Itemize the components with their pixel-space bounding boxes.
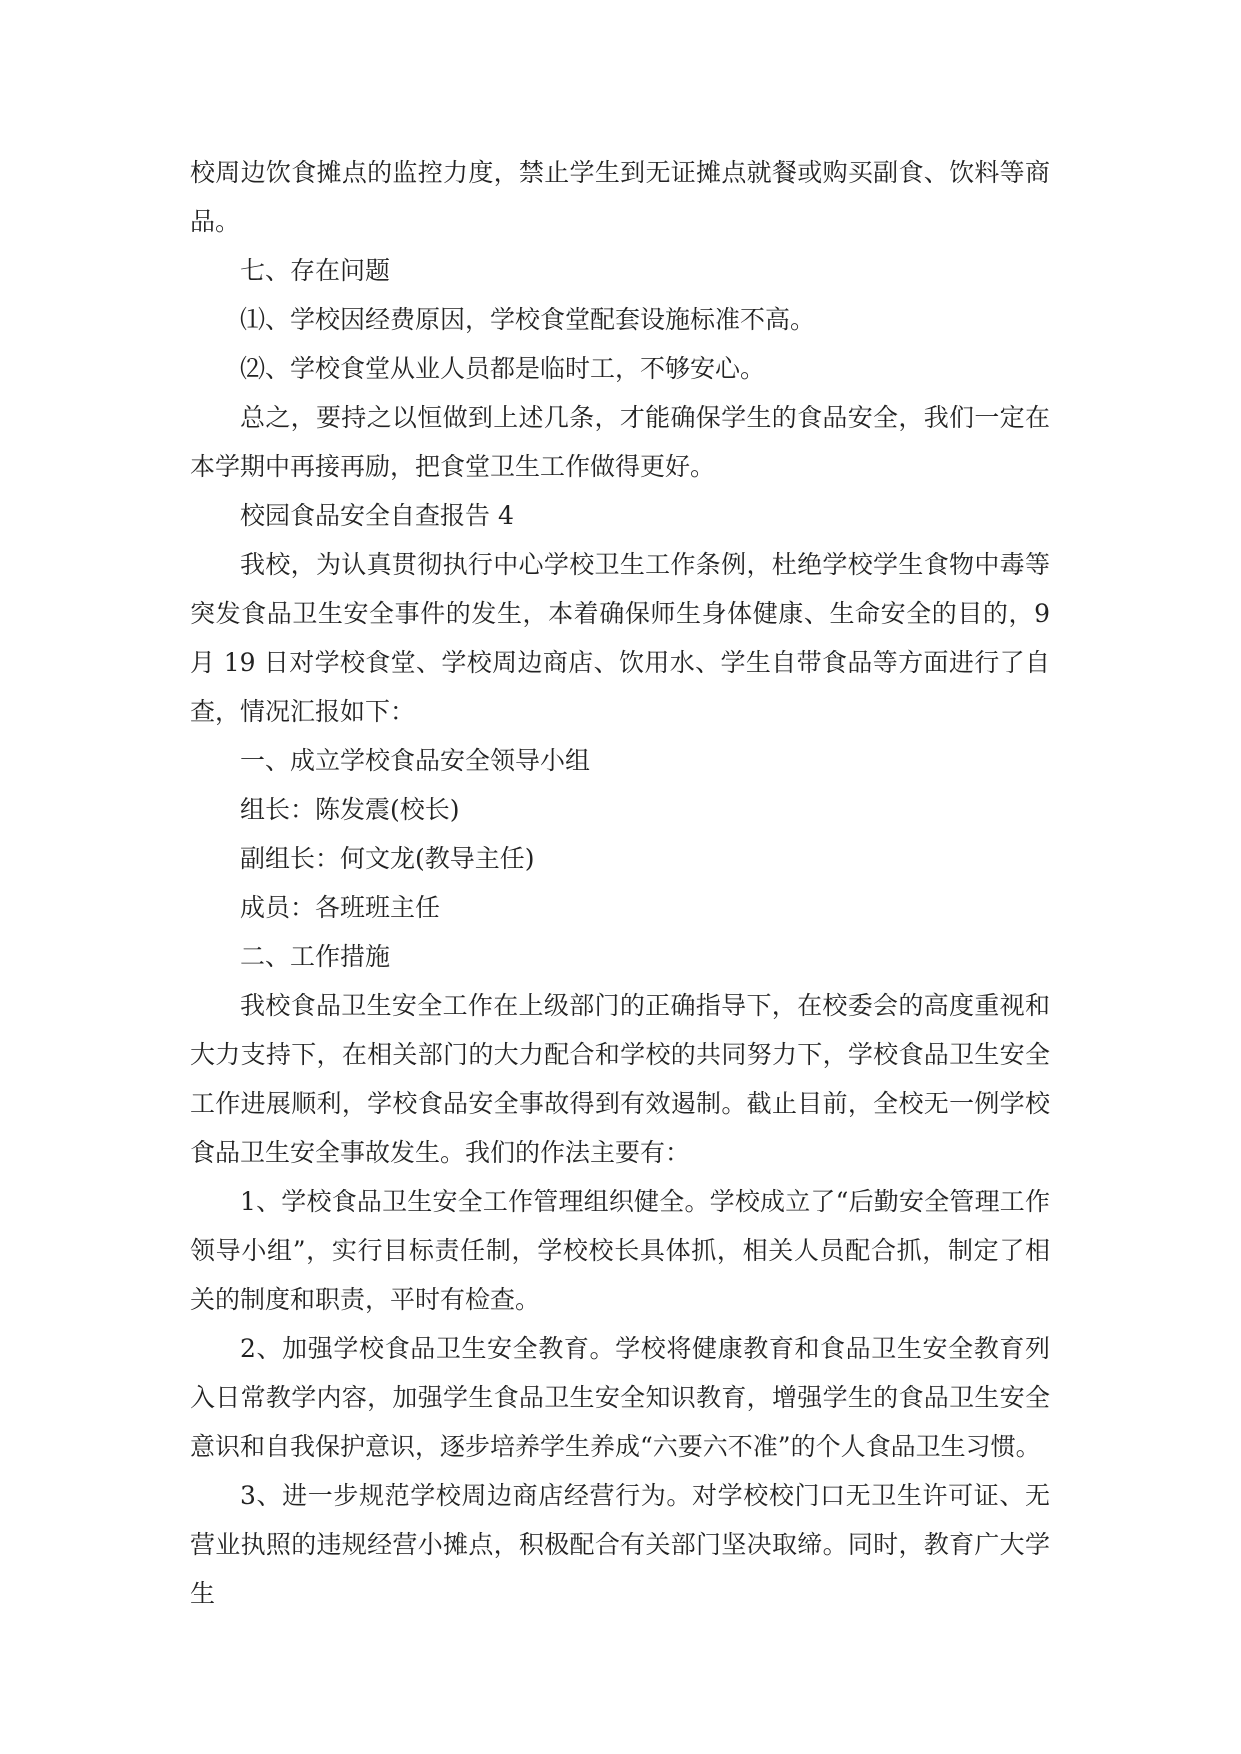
paragraph-conclusion: 总之，要持之以恒做到上述几条，才能确保学生的食品安全，我们一定在本学期中再接再励，把食堂卫生工作做得更好。	[190, 403, 1050, 481]
list-item-problem-2: ⑵、学校食堂从业人员都是临时工，不够安心。	[240, 354, 766, 383]
group-deputy-leader: 副组长：何文龙(教导主任)	[240, 844, 535, 873]
section-heading-measures: 二、工作措施	[240, 942, 391, 971]
list-item-measure-3: 3、进一步规范学校周边商店经营行为。对学校校门口无卫生许可证、无营业执照的违规经营小摊点，积极配合有关部门坚决取缔。同时，教育广大学生	[190, 1481, 1050, 1608]
section-heading-problems: 七、存在问题	[240, 256, 391, 285]
list-item-measure-2: 2、加强学校食品卫生安全教育。学校将健康教育和食品卫生安全教育列入日常教学内容，加强学生食品卫生安全知识教育，增强学生的食品卫生安全意识和自我保护意识，逐步培养学生养成“六要六不准”的个人食品卫生习惯。	[190, 1334, 1050, 1461]
paragraph-continued: 校周边饮食摊点的监控力度，禁止学生到无证摊点就餐或购买副食、饮料等商品。	[190, 158, 1050, 236]
report-title: 校园食品安全自查报告 4	[240, 501, 514, 530]
paragraph-measures-overview: 我校食品卫生安全工作在上级部门的正确指导下，在校委会的高度重视和大力支持下，在相关部门的大力配合和学校的共同努力下，学校食品卫生安全工作进展顺利，学校食品安全事故得到有效遏制。截止目前，全校无一例学校食品卫生安全事故发生。我们的作法主要有：	[190, 991, 1050, 1167]
group-members: 成员：各班班主任	[240, 893, 441, 922]
section-heading-leadership-group: 一、成立学校食品安全领导小组	[240, 746, 591, 775]
document-body	[190, 148, 1050, 1618]
list-item-measure-1: 1、学校食品卫生安全工作管理组织健全。学校成立了“后勤安全管理工作领导小组”，实行目标责任制，学校校长具体抓，相关人员配合抓，制定了相关的制度和职责，平时有检查。	[190, 1187, 1050, 1314]
paragraph-intro: 我校，为认真贯彻执行中心学校卫生工作条例，杜绝学校学生食物中毒等突发食品卫生安全事件的发生，本着确保师生身体健康、生命安全的目的，9 月 19 日对学校食堂、学校周边商店、饮用水、学生自带食品等方面进行了自查，情况汇报如下：	[190, 550, 1050, 726]
list-item-problem-1: ⑴、学校因经费原因，学校食堂配套设施标准不高。	[240, 305, 816, 334]
group-leader: 组长：陈发震(校长)	[240, 795, 460, 824]
